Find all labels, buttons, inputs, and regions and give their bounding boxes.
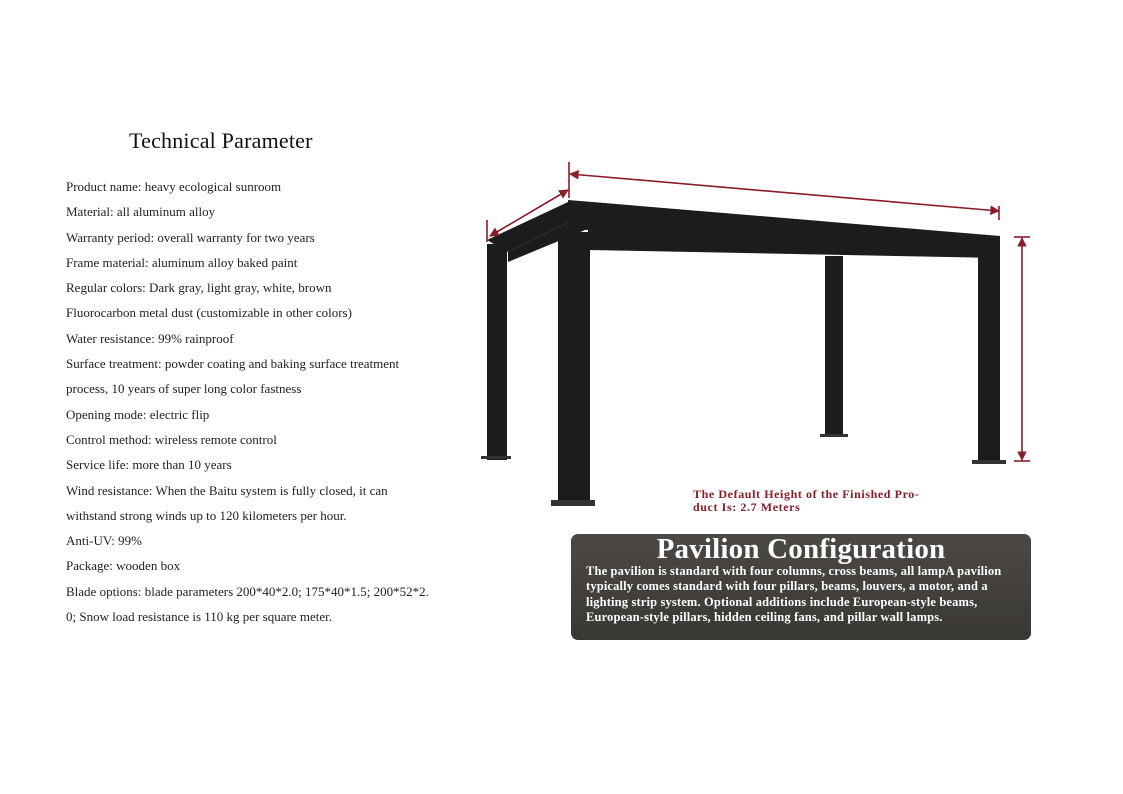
pavilion-frame: [487, 200, 1000, 504]
param-anti-uv: Anti-UV: 99%: [66, 533, 142, 549]
param-wind-resistance: Wind resistance: When the Baitu system is fully closed, it can: [66, 482, 388, 498]
pavilion-illustration: [470, 150, 1040, 520]
param-regular-colors: Regular colors: Dark gray, light gray, white, brown: [66, 280, 332, 296]
param-surface-treatment: Surface treatment: powder coating and baking surface treatment: [66, 356, 400, 372]
height-note-line-2: duct Is: 2.7 Meters: [693, 500, 801, 514]
param-water-resistance: Water resistance: 99% rainproof: [66, 330, 234, 346]
param-wind-resistance-cont: withstand strong winds up to 120 kilometers per hour.: [66, 507, 347, 523]
param-opening-mode: Opening mode: electric flip: [66, 406, 210, 422]
pavilion-configuration-title: Pavilion Configuration: [656, 533, 946, 565]
param-material: Material: all aluminum alloy: [66, 204, 216, 220]
pavilion-configuration-body: The pavilion is standard with four columns, cross beams, all lampA pavilion typically comes standard with four pillars, beams, louvers, a motor, and a lighting strip system. Optional additions include European-style beams, European-style pillars, hidden ceiling fans, and pillar wall lamps.: [586, 564, 1002, 625]
param-product-name: Product name: heavy ecological sunroom: [66, 179, 282, 194]
param-package: Package: wooden box: [66, 558, 181, 574]
param-blade-options: Blade options: blade parameters 200*40*2.0; 175*40*1.5; 200*52*2.: [66, 583, 429, 599]
param-service-life: Service life: more than 10 years: [66, 457, 232, 473]
pavilion-configuration-box: [571, 534, 1031, 640]
param-fluorocarbon: Fluorocarbon metal dust (customizable in other colors): [66, 305, 352, 321]
parameter-list: [66, 174, 466, 629]
param-control-method: Control method: wireless remote control: [66, 431, 277, 447]
param-surface-treatment-cont: process, 10 years of super long color fastness: [66, 381, 302, 397]
height-note-line-1: The Default Height of the Finished Pro-: [693, 487, 920, 501]
technical-parameter-title: Technical Parameter: [129, 128, 313, 153]
default-height-note: [693, 488, 933, 514]
param-warranty: Warranty period: overall warranty for two years: [66, 229, 315, 245]
param-snow-load: 0; Snow load resistance is 110 kg per square meter.: [66, 609, 332, 625]
param-frame-material: Frame material: aluminum alloy baked paint: [66, 254, 298, 270]
